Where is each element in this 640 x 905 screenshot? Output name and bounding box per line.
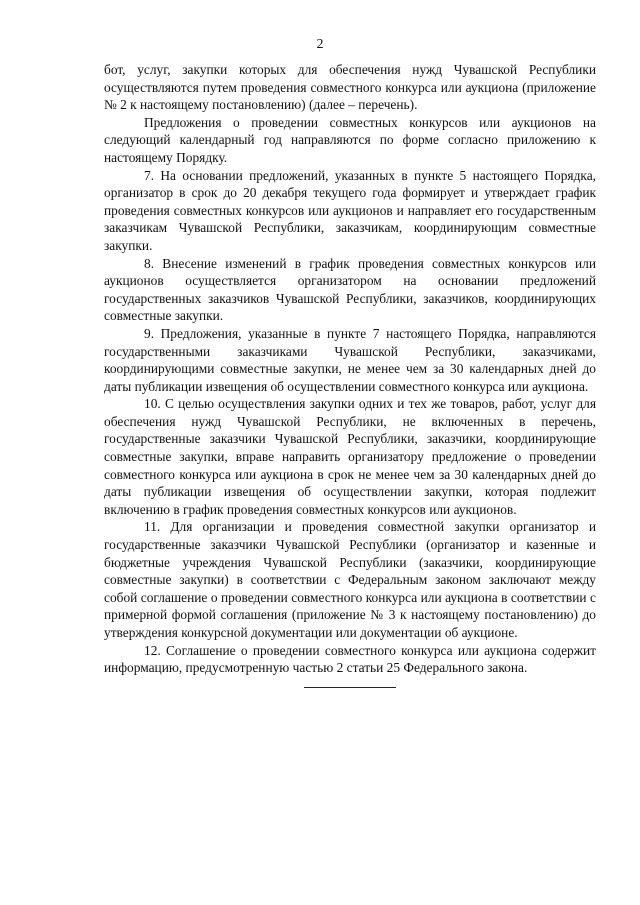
page-number: 2 (316, 37, 324, 52)
paragraph-continuation: бот, услуг, закупки которых для обеспечения нужд Чувашской Республики осуществляются путем проведения совместного конкурса или аукциона (приложение № 2 к настоящему постановлению) (далее – перечень). (104, 62, 596, 113)
paragraph-item-8: 8. Внесение изменений в график проведения совместных конкурсов или аукционов осуществляется организатором на основании предложений государственных заказчиков Чувашской Республики, заказчиков, координирующих совместные закупки. (104, 255, 596, 324)
end-of-text-rule (304, 687, 396, 688)
paragraph-item-7: 7. На основании предложений, указанных в пункте 5 настоящего Порядка, организатор в срок до 20 декабря текущего года формирует и утверждает график проведения совместных конкурсов или аукционов и направляет его государственным заказчикам Чувашской Республики, заказчикам, координирующим совместные закупки. (104, 167, 596, 253)
paragraph-item-12: 12. Соглашение о проведении совместного конкурса или аукциона содержит информацию, предусмотренную частью 2 статьи 25 Федерального закона. (104, 642, 596, 676)
paragraph-item-10: 10. С целью осуществления закупки одних и тех же товаров, работ, услуг для обеспечения нужд Чувашской Республики, не включенных в перечень, государственные заказчики Чувашской Республики, заказчики, координирующие совместные закупки, вправе направить организатору предложение о проведении совместного конкурса или аукциона в срок не менее чем за 30 календарных дней до даты публикации извещения об осуществлении закупки, которая подлежит включению в график проведения совместных конкурсов или аукционов. (104, 396, 596, 517)
document-body (104, 61, 596, 677)
paragraph-item-9: 9. Предложения, указанные в пункте 7 настоящего Порядка, направляются государственными заказчиками Чувашской Республики, заказчиками, координирующими совместные закупки, не менее чем за 30 календарных дней до даты публикации извещения об осуществлении совместного конкурса или аукциона. (104, 325, 596, 394)
paragraph-proposals-form: Предложения о проведении совместных конкурсов или аукционов на следующий календарный год направляются по форме согласно приложению к настоящему Порядку. (104, 114, 596, 165)
paragraph-item-11: 11. Для организации и проведения совместной закупки организатор и государственные заказчики Чувашской Республики (организатор и казенные и бюджетные учреждения Чувашской Республики (заказчики, координирующие совместные закупки) в соответствии с Федеральным законом заключают между собой соглашение о проведении совместного конкурса или аукциона в соответствии с примерной формой соглашения (приложение № 3 к настоящему постановлению) до утверждения конкурсной документации или документации об аукционе. (104, 519, 596, 640)
